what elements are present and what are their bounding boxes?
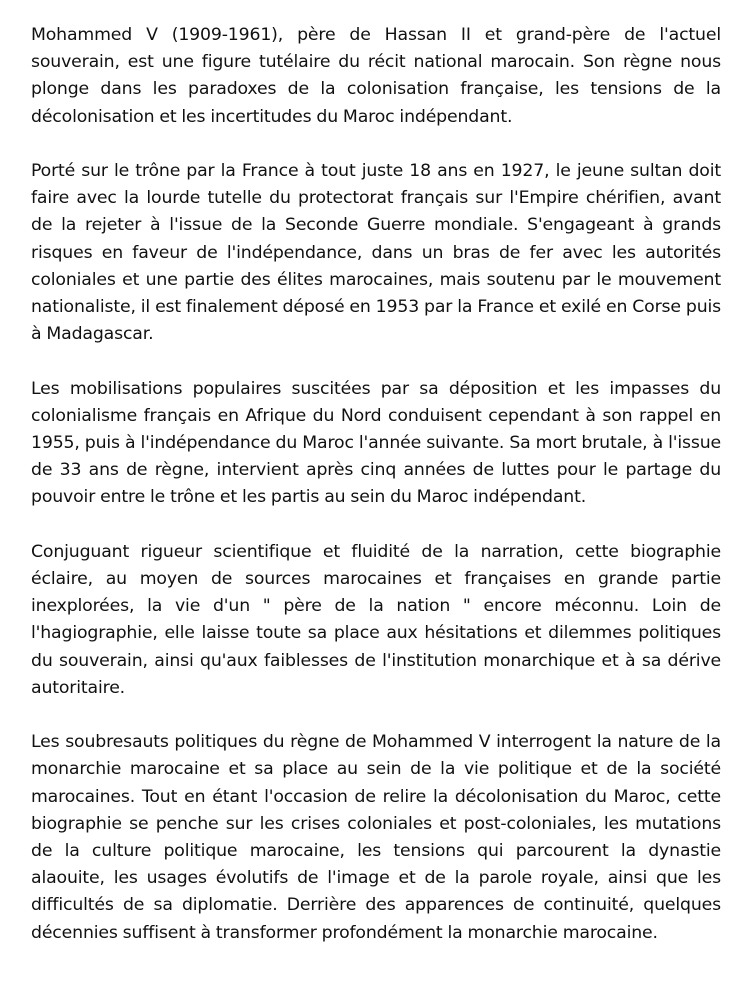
paragraph-independence: Les mobilisations populaires suscitées par sa déposition et les impasses du colonialisme français en Afrique du Nord conduisent cependant à son rappel en 1955, puis à l'indépendance du Maroc l'année suivante. Sa mort brutale, à l'issue de 33 ans de règne, intervient après cinq années de luttes pour le partage du pouvoir entre le trône et les partis au sein du Maroc indépendant. — [31, 378, 721, 508]
paragraph-intro: Mohammed V (1909-1961), père de Hassan II et grand-père de l'actuel souverain, est une figure tutélaire du récit national marocain. Son règne nous plonge dans les paradoxes de la colonisation française, les tensions de la décolonisation et les incertitudes du Maroc indépendant. — [31, 25, 721, 127]
paragraph-reign: Porté sur le trône par la France à tout juste 18 ans en 1927, le jeune sultan doit faire avec la lourde tutelle du protectorat français sur l'Empire chérifien, avant de la rejeter à l'issue de la Seconde Guerre mondiale. S'engageant à grands risques en faveur de l'indépendance, dans un bras de fer avec les autorités coloniales et une partie des élites marocaines, mais soutenu par le mouvement nationaliste, il est finalement déposé en 1953 par la France et exilé en Corse puis à Madagascar. — [31, 161, 721, 345]
paragraph-biography: Conjuguant rigueur scientifique et fluidité de la narration, cette biographie éclaire, au moyen de sources marocaines et françaises en grande partie inexplorées, la vie d'un " père de la nation " encore méconnu. Loin de l'hagiographie, elle laisse toute sa place aux hésitations et dilemmes politiques du souverain, ainsi qu'aux faiblesses de l'institution monarchique et à sa dérive autoritaire. — [31, 541, 721, 698]
document-body — [31, 22, 721, 947]
paragraph-monarchy: Les soubresauts politiques du règne de Mohammed V interrogent la nature de la monarchie marocaine et sa place au sein de la vie politique et de la société marocaines. Tout en étant l'occasion de relire la décolonisation du Maroc, cette biographie se penche sur les crises coloniales et post-coloniales, les mutations de la culture politique marocaine, les tensions qui parcourent la dynastie alaouite, les usages évolutifs de l'image et de la parole royale, ainsi que les difficultés de sa diplomatie. Derrière des apparences de continuité, quelques décennies suffisent à transformer profondément la monarchie marocaine. — [31, 732, 721, 943]
